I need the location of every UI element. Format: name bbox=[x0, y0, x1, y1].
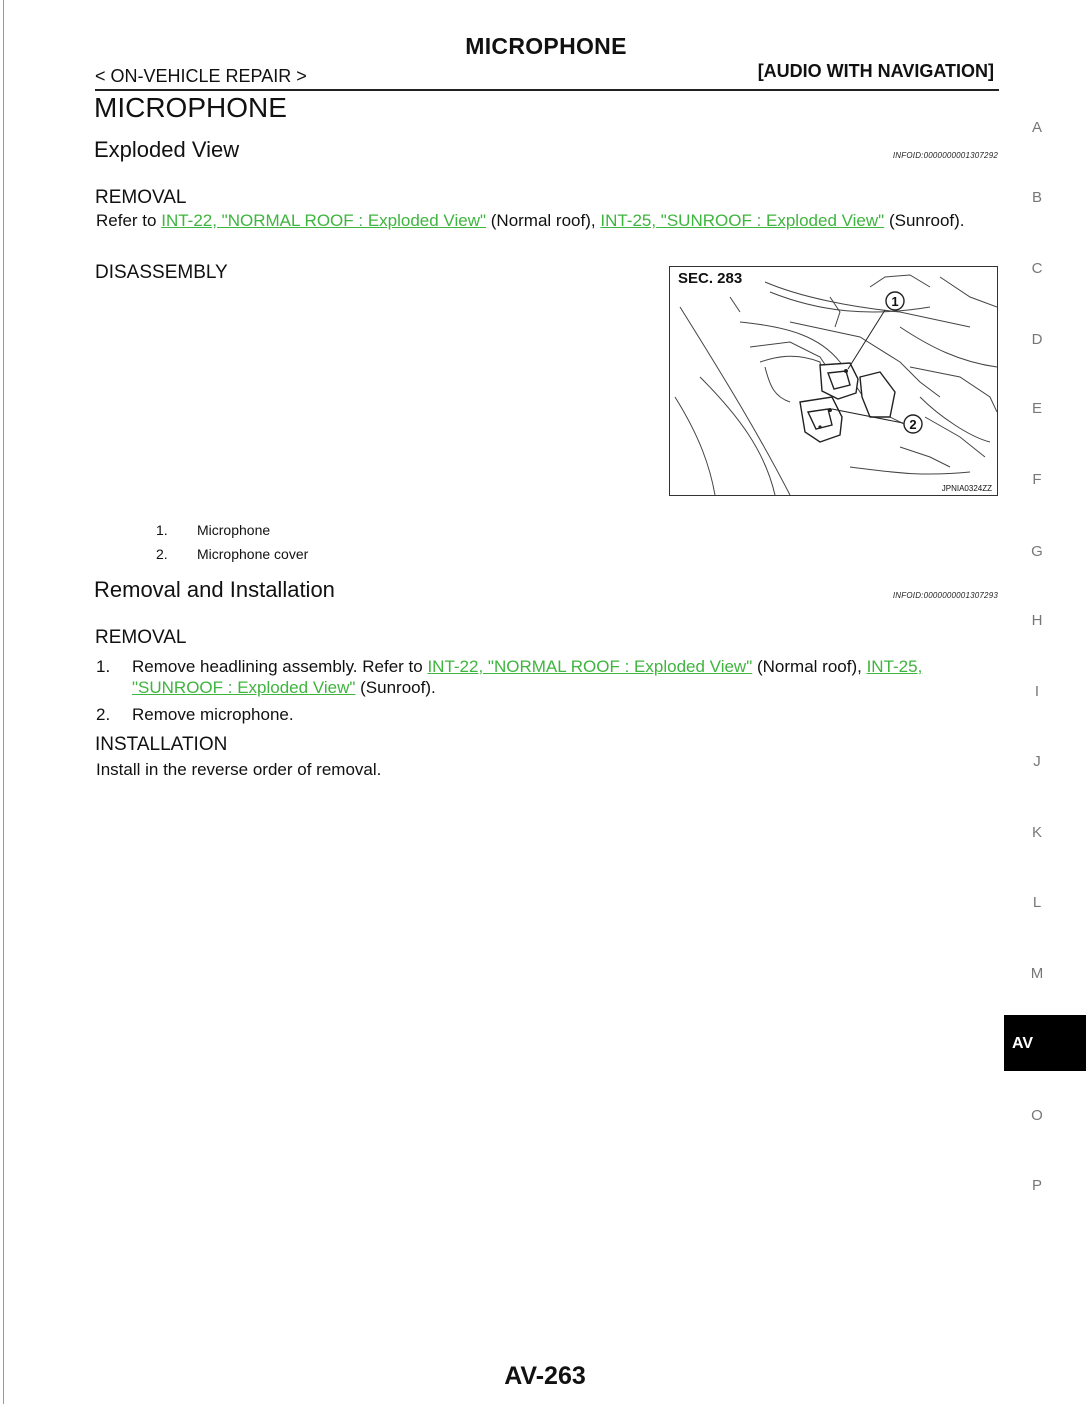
index-tab-k[interactable]: K bbox=[1031, 824, 1042, 841]
left-margin-line bbox=[3, 0, 4, 1404]
index-tab-av-active[interactable] bbox=[1004, 1015, 1086, 1071]
index-tab-f[interactable]: F bbox=[1032, 471, 1042, 488]
legend-label-1: Microphone bbox=[197, 522, 271, 538]
index-tab-j[interactable]: J bbox=[1033, 753, 1041, 770]
step-1-link-int-25[interactable]: INT-25, bbox=[866, 657, 923, 676]
removal-installation-heading: Removal and Installation bbox=[94, 577, 335, 602]
legend-label-2: Microphone cover bbox=[197, 546, 309, 562]
step-1-line-1 bbox=[132, 656, 922, 677]
page-heading: MICROPHONE bbox=[94, 92, 287, 123]
callout-2-label: 2 bbox=[909, 417, 917, 432]
microphone-diagram bbox=[670, 267, 997, 495]
step-1-sunroof-text: (Sunroof). bbox=[360, 678, 436, 697]
step-1-link-int-22-normal-roof[interactable]: INT-22, "NORMAL ROOF : Exploded View" bbox=[427, 657, 753, 676]
index-tab-o[interactable]: O bbox=[1031, 1107, 1043, 1124]
page-number: AV-263 bbox=[504, 1362, 586, 1390]
index-tab-d[interactable]: D bbox=[1031, 331, 1043, 348]
index-tab-i[interactable]: I bbox=[1034, 683, 1040, 700]
link-int-22-normal-roof[interactable]: INT-22, "NORMAL ROOF : Exploded View" bbox=[161, 211, 487, 230]
step-1-number: 1. bbox=[96, 657, 111, 676]
step-1-line-2 bbox=[132, 677, 436, 698]
document-title: MICROPHONE bbox=[465, 33, 627, 59]
figure-image-code: JPNIA0324ZZ bbox=[941, 484, 992, 493]
sunroof-text: (Sunroof). bbox=[888, 211, 965, 230]
header-divider bbox=[95, 89, 999, 91]
step-1-link-sunroof-exploded-view[interactable]: "SUNROOF : Exploded View" bbox=[132, 678, 356, 697]
index-tab-l[interactable]: L bbox=[1032, 894, 1042, 911]
step-1-text: Remove headlining assembly. Refer to bbox=[132, 657, 423, 676]
exploded-view-heading: Exploded View bbox=[94, 137, 240, 162]
installation-text: Install in the reverse order of removal. bbox=[96, 760, 382, 779]
removal-reference-paragraph bbox=[96, 210, 998, 231]
legend-num-1: 1. bbox=[156, 522, 168, 538]
disassembly-heading: DISASSEMBLY bbox=[95, 262, 228, 283]
normal-roof-text: (Normal roof), bbox=[490, 211, 596, 230]
removal-heading: REMOVAL bbox=[95, 187, 187, 208]
index-tab-b[interactable]: B bbox=[1031, 189, 1042, 206]
removal-heading-2: REMOVAL bbox=[95, 627, 187, 648]
step-2-text: Remove microphone. bbox=[132, 705, 294, 724]
step-1-normal-roof-text: (Normal roof), bbox=[756, 657, 862, 676]
step-2-number: 2. bbox=[96, 705, 111, 724]
index-tab-e[interactable]: E bbox=[1031, 400, 1042, 417]
refer-text: Refer to bbox=[96, 211, 157, 230]
index-tab-p[interactable]: P bbox=[1031, 1177, 1042, 1194]
breadcrumb: < ON-VEHICLE REPAIR > bbox=[95, 66, 307, 86]
installation-heading: INSTALLATION bbox=[95, 734, 228, 755]
index-tab-h[interactable]: H bbox=[1031, 612, 1043, 629]
index-tab-m[interactable]: M bbox=[1030, 965, 1044, 982]
index-tab-c[interactable]: C bbox=[1031, 260, 1043, 277]
figure-section-label: SEC. 283 bbox=[678, 270, 743, 287]
exploded-view-figure bbox=[669, 266, 998, 496]
index-tab-a[interactable]: A bbox=[1031, 119, 1042, 136]
legend-num-2: 2. bbox=[156, 546, 168, 562]
index-tab-g[interactable]: G bbox=[1031, 543, 1043, 560]
exploded-view-infoid: INFOID:0000000001307292 bbox=[892, 151, 998, 160]
removal-installation-infoid: INFOID:0000000001307293 bbox=[892, 591, 998, 600]
link-int-25-sunroof[interactable]: INT-25, "SUNROOF : Exploded View" bbox=[600, 211, 885, 230]
category-label: [AUDIO WITH NAVIGATION] bbox=[757, 61, 994, 81]
index-tab-av-label: AV bbox=[1012, 1035, 1034, 1052]
callout-1-label: 1 bbox=[891, 294, 899, 309]
